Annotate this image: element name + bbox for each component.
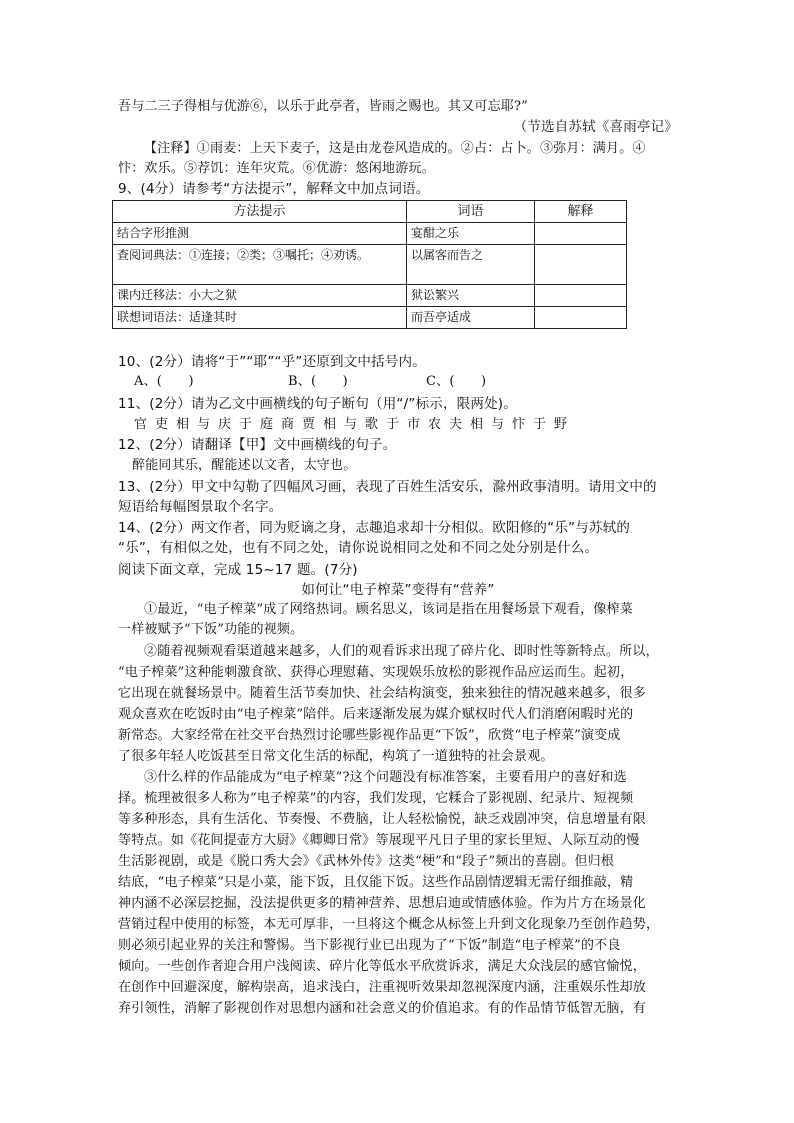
article-line: “电子榨菜”这种能刺激食欲、获得心理慰藉、实现娱乐放松的影视作品应运而生。起初， [118,665,634,680]
article-line: 它出现在就餐场景中。随着生活节奏加快、社会结构演变，独来独往的情况越来越多，很多 [118,686,647,701]
table-cell-answer[interactable] [535,245,627,285]
table-row [113,223,627,245]
question-10-options [134,373,694,391]
article-line: 等多种形态，具有生活化、节奏慢、不费脑，让人轻松愉悦，缺乏戏剧冲突，信息增量有限 [118,812,647,827]
method-table [112,200,627,329]
article-line: ①最近，“电子榨菜”成了网络热词。顾名思义，该词是指在用餐场景下观看，像榨菜 [144,602,633,617]
table-row [113,307,627,329]
table-header-answer: 解释 [535,201,627,223]
question-11-prompt: 11、(2分）请为乙文中画横线的句子断句（用“/”标示，限两处)。 [118,396,517,412]
article-line: 则必须引起业界的关注和警惕。当下影视行业已出现为了“下饭”制造“电子榨菜”的不良 [118,938,621,953]
table-cell-method: 结合字形推测 [113,223,407,245]
option-a[interactable]: A、( ) [134,374,194,389]
option-c[interactable]: C、( ) [426,374,487,389]
reading-instruction: 阅读下面文章，完成 15~17 题。(7分) [118,562,358,578]
article-line: 弃引领性，消解了影视创作对思想内涵和社会意义的价值追求。有的作品情节低智无脑，有 [118,1001,647,1016]
table-cell-answer[interactable] [535,307,627,329]
question-13-line-1: 13、(2分）甲文中勾勒了四幅风习画，表现了百姓生活安乐，滁州政事清明。请用文中的 [118,479,657,495]
table-row [113,285,627,307]
question-10-prompt: 10、(2分）请将“于”“耶”“乎”还原到文中括号内。 [118,354,426,370]
article-line: 观众喜欢在吃饭时由“电子榨菜”陪伴。后来逐渐发展为媒介赋权时代人们消磨闲暇时光的 [118,707,634,722]
question-9-prompt: 9、(4分）请参考“方法提示”，解释文中加点词语。 [118,181,430,197]
article-line: ③什么样的作品能成为“电子榨菜”?这个问题没有标准答案，主要看用户的喜好和选 [144,770,627,785]
question-12-sentence: 醉能同其乐，醒能述以文者，太守也。 [132,458,357,473]
table-cell-method: 课内迁移法：小大之狱 [113,285,407,307]
source-citation: （节选自苏轼《喜雨亭记》 [513,119,678,135]
article-line: 结底，“电子榨菜”只是小菜，能下饭，且仅能下饭。这些作品剧情逻辑无需仔细推敲，精 [118,875,634,890]
table-header-row [113,201,627,223]
question-14-line-1: 14、(2分）两文作者，同为贬谪之身，志趣追求却十分相似。欧阳修的“乐”与苏轼的 [118,520,631,536]
option-b[interactable]: B、( ) [288,374,348,389]
question-11-sentence: 官吏相与庆于庭商贾相与歌于市农夫相与忭于野 [134,417,576,432]
notes-line-1: 【注释】①雨麦：上天下麦子，这是由龙卷风造成的。②占：占卜。③弥月：满月。④ [144,141,646,156]
table-cell-word: 狱讼繁兴 [407,285,535,307]
article-line: 在创作中回避深度，解构崇高，追求浅白，注重视听效果却忽视深度内涵，注重娱乐性却放 [118,980,647,995]
table-cell-word: 宴酣之乐 [407,223,535,245]
article-line: 倾向。一些创作者迎合用户浅阅读、碎片化等低水平欣赏诉求，满足大众浅层的感官愉悦， [118,959,647,974]
table-cell-method: 联想词语法：适逢其时 [113,307,407,329]
article-title: 如何让“电子榨菜”变得有“营养” [301,582,495,598]
article-line: 择。梳理被很多人称为“电子榨菜”的内容，我们发现，它糅合了影视剧、纪录片、短视频 [118,791,634,806]
table-cell-word: 以属客而告之 [407,245,535,285]
table-cell-method: 查阅词典法：①连接；②类；③嘱托；④劝诱。 [113,245,407,285]
notes-line-2: 忭：欢乐。⑤荐饥：连年灾荒。⑥优游：悠闲地游玩。 [118,161,435,176]
question-13-line-2: 短语给每幅图景取个名字。 [118,499,283,515]
article-line: 新常态。大家经常在社交平台热烈讨论哪些影视作品更“下饭”，欣赏“电子榨菜”演变成 [118,728,621,743]
table-header-word: 词语 [407,201,535,223]
passage-last-line: 吾与二三子得相与优游⑥，以乐于此亭者，皆雨之赐也。其又可忘耶?” [118,99,529,114]
table-cell-word: 而吾亭适成 [407,307,535,329]
table-row [113,245,627,285]
article-line: 神内涵不必深层挖掘，没法提供更多的精神营养、思想启迪或情感体验。作为片方在场景化 [118,896,647,911]
question-14-line-2: “乐”，有相似之处，也有不同之处，请你说说相同之处和不同之处分别是什么。 [118,540,599,556]
article-line: 了很多年轻人吃饭甚至日常文化生活的标配，构筑了一道独特的社会景观。 [118,749,554,764]
article-line: ②随着视频观看渠道越来越多，人们的观看诉求出现了碎片化、即时性等新特点。所以， [144,644,659,659]
article-line: 生活影视剧，或是《脱口秀大会》《武林外传》这类“梗”和“段子”频出的喜剧。但归根 [118,854,615,869]
article-line: 营销过程中使用的标签，本无可厚非，一旦将这个概念从标签上升到文化现象乃至创作趋势， [118,917,660,932]
table-header-method: 方法提示 [113,201,407,223]
question-12-prompt: 12、(2分）请翻译【甲】文中画横线的句子。 [118,437,397,453]
article-line: 等特点。如《花间提壶方大厨》《卿卿日常》等展现平凡日子里的家长里短、人际互动的慢 [118,833,640,848]
table-cell-answer[interactable] [535,223,627,245]
article-line: 一样被赋予“下饭”功能的视频。 [118,622,304,637]
table-cell-answer[interactable] [535,285,627,307]
